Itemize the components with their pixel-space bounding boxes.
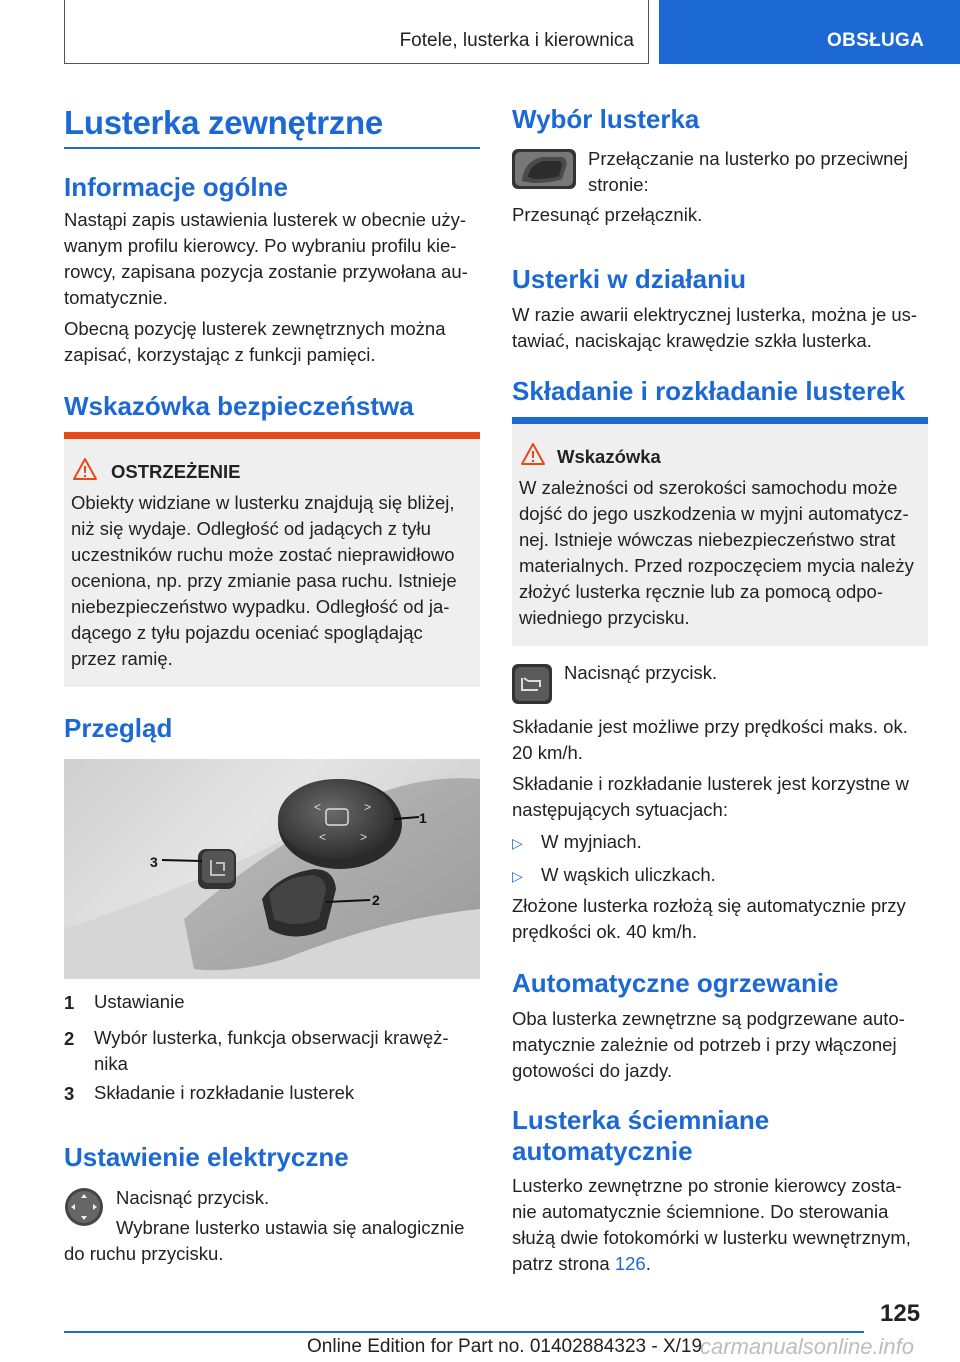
- select-step: Przesunąć przełącznik.: [512, 204, 703, 225]
- svg-text:>: >: [360, 830, 368, 844]
- warning-triangle-icon: [72, 457, 98, 481]
- malfunction-heading: Usterki w działaniu: [512, 264, 747, 294]
- general-heading: Informacje ogólne: [64, 172, 288, 202]
- chapter-title: OBSŁUGA: [827, 30, 925, 51]
- svg-text:>: >: [364, 800, 372, 814]
- mirror-select-switch-icon: [512, 149, 576, 189]
- electric-paragraph-line-1: Wybrane lusterko ustawia się analogicznie: [116, 1217, 465, 1238]
- section-tab: [64, 0, 649, 64]
- heating-paragraph: Oba lusterka zewnętrzne są podgrzewane auto- matycznie zależnie od potrzeb i przy włączonej gotowości do jazdy.: [512, 1008, 905, 1081]
- note-box: [512, 424, 928, 646]
- bullet-icon: ▷: [512, 868, 523, 884]
- page-link[interactable]: 126: [614, 1253, 646, 1274]
- legend-num-1: 1: [64, 992, 75, 1013]
- callout-1: 1: [419, 810, 427, 826]
- select-icon-text: Przełączanie na lusterko po przeciwnej stronie:: [588, 148, 908, 195]
- safety-heading: Wskazówka bezpieczeństwa: [64, 391, 414, 421]
- footer-rule: [64, 1331, 864, 1333]
- fold-paragraph-2: Składanie i rozkładanie lusterek jest korzystne w następujących sytuacjach:: [512, 773, 909, 820]
- note-text: W zależności od szerokości samochodu może dojść do jego uszkodzenia w myjni automatycz- nej. Istnieje wówczas niebezpieczeństwo strat materialnych. Przed rozpoczęciem mycia należy złożyć lusterka ręcznie lub za pomocą odpo- wiedniego przycisku.: [519, 477, 914, 628]
- note-triangle-icon: [520, 442, 546, 466]
- svg-text:<: <: [319, 830, 327, 844]
- fold-paragraph-1: Składanie jest możliwe przy prędkości maks. ok. 20 km/h.: [512, 716, 908, 763]
- malfunction-paragraph: W razie awarii elektrycznej lusterka, można je us- tawiać, naciskając krawędzie szkła lusterka.: [512, 304, 918, 351]
- warning-title: OSTRZEŻENIE: [111, 461, 241, 482]
- bullet-item-1: W myjniach.: [541, 831, 642, 852]
- bullet-icon: ▷: [512, 835, 523, 851]
- callout-2: 2: [372, 892, 380, 908]
- callout-3: 3: [150, 854, 158, 870]
- warning-bar: [64, 432, 480, 439]
- mirror-adjust-button-icon: [64, 1187, 104, 1227]
- mirror-fold-button-icon: [512, 664, 552, 704]
- svg-text:<: <: [314, 800, 322, 814]
- warning-text: Obiekty widziane w lusterku znajdują się bliżej, niż się wydaje. Odległość od jadących z tyłu uczestników ruchu może zostać nieprawidłowo oceniona, np. przy zmianie pasa ruchu. Istnieje niebezpieczeństwo wypadku. Odległość od ja- dącego z tyłu pojazdu oceniać spoglądając przez ramię.: [71, 492, 457, 669]
- general-paragraph-1: Nastąpi zapis ustawienia lusterek w obecnie uży- wanym profilu kierowcy. Po wybraniu profilu kie- rowcy, zapisana pozycja zostanie przywołana au- tomatycznie.: [64, 209, 468, 308]
- dimming-heading: Lusterka ściemniane automatycznie: [512, 1105, 770, 1166]
- bullet-item-2: W wąskich uliczkach.: [541, 864, 716, 885]
- electric-paragraph-line-2: do ruchu przycisku.: [64, 1243, 224, 1264]
- mirror-controls-photo: [64, 759, 480, 979]
- general-paragraph-2: Obecną pozycję lusterek zewnętrznych można zapisać, korzystając z funkcji pamięci.: [64, 318, 446, 365]
- note-bar: [512, 417, 928, 424]
- fold-step: Nacisnąć przycisk.: [564, 662, 718, 683]
- chapter-tab: [659, 0, 960, 64]
- legend-num-3: 3: [64, 1083, 75, 1104]
- heating-heading: Automatyczne ogrzewanie: [512, 968, 839, 998]
- legend-text-1: Ustawianie: [94, 991, 185, 1012]
- electric-heading: Ustawienie elektryczne: [64, 1142, 349, 1172]
- footer-edition: Online Edition for Part no. 01402884323 - X/19: [307, 1336, 703, 1357]
- warning-box: [64, 439, 480, 687]
- select-heading: Wybór lusterka: [512, 104, 700, 134]
- note-title: Wskazówka: [557, 446, 661, 467]
- page-header: [0, 0, 960, 66]
- legend-text-3: Składanie i rozkładanie lusterek: [94, 1082, 355, 1103]
- overview-heading: Przegląd: [64, 713, 173, 743]
- fold-paragraph-3: Złożone lusterka rozłożą się automatycznie przy prędkości ok. 40 km/h.: [512, 895, 906, 942]
- folding-heading: Składanie i rozkładanie lusterek: [512, 376, 906, 406]
- page-title: Lusterka zewnętrzne: [64, 104, 383, 141]
- legend-text-2: Wybór lusterka, funkcja obserwacji krawęż- nika: [94, 1027, 449, 1074]
- page-number: 125: [880, 1300, 921, 1327]
- electric-step: Nacisnąć przycisk.: [116, 1187, 270, 1208]
- title-rule: [64, 147, 480, 149]
- watermark: carmanualsonline.info: [700, 1334, 915, 1359]
- mirror-controls-illustration: [64, 759, 480, 979]
- section-title: Fotele, lusterka i kierownica: [399, 30, 634, 51]
- dimming-paragraph: Lusterko zewnętrzne po stronie kierowcy zosta- nie automatycznie ściemnione. Do sterowania służą dwie fotokomórki w lusterku wewnętrznym, patrz strona 126.: [512, 1175, 911, 1274]
- legend-num-2: 2: [64, 1028, 75, 1049]
